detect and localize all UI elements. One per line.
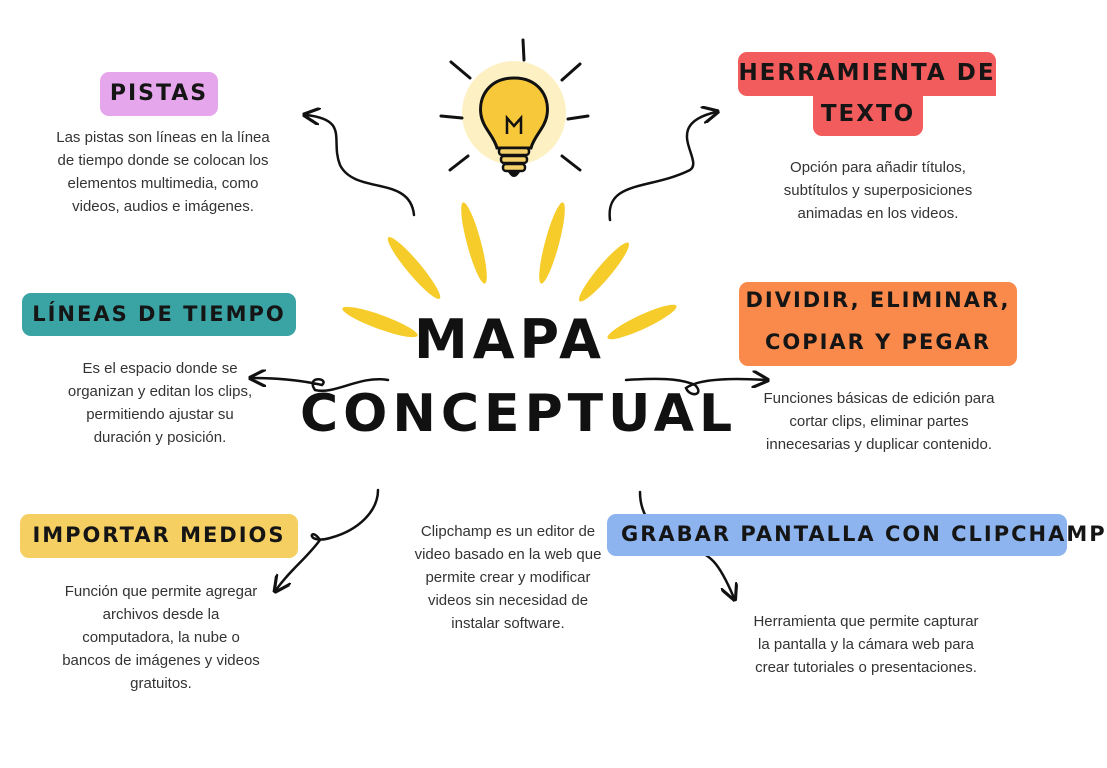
node-pistas-label: PISTAS bbox=[100, 72, 218, 116]
node-herramienta-texto-description: Opción para añadir títulos, subtítulos y superposiciones animadas en los videos. bbox=[783, 159, 973, 222]
lightbulb-icon bbox=[441, 40, 588, 177]
node-importar-description: Función que permite agregar archivos desde la computadora, la nube o bancos de imágenes y videos gratuitos. bbox=[62, 583, 260, 692]
node-herramienta-texto-label-1: HERRAMIENTA DE bbox=[738, 52, 996, 96]
node-pistas-description: Las pistas son líneas en la línea de tiempo donde se colocan los elementos multimedia, como videos, audios e imágenes. bbox=[56, 129, 270, 215]
node-dividir-description: Funciones básicas de edición para cortar clips, eliminar partes innecesarias y duplicar contenido. bbox=[763, 390, 995, 453]
node-grabar-label-container bbox=[607, 514, 1107, 556]
arrow-to-pistas bbox=[306, 115, 414, 215]
node-herramienta-texto-label-2: TEXTO bbox=[813, 94, 923, 136]
node-importar-label: IMPORTAR MEDIOS bbox=[20, 514, 298, 558]
node-dividir-label-2: COPIAR Y PEGAR bbox=[739, 320, 1017, 366]
center-description: Clipchamp es un editor de video basado en la web que permite crear y modificar videos sin necesidad de instalar software. bbox=[414, 523, 602, 632]
node-lineas-tiempo-description: Es el espacio donde se organizan y editan los clips, permitiendo ajustar su duración y posición. bbox=[67, 360, 253, 446]
node-dividir-label-1: DIVIDIR, ELIMINAR, bbox=[739, 282, 1017, 320]
node-grabar-description: Herramienta que permite capturar la pantalla y la cámara web para crear tutoriales o presentaciones. bbox=[753, 613, 979, 676]
title-line-1: MAPA bbox=[414, 308, 606, 371]
node-lineas-tiempo-label: LÍNEAS DE TIEMPO bbox=[22, 293, 296, 336]
node-grabar-label: GRABAR PANTALLA CON CLIPCHAMP bbox=[607, 514, 1067, 556]
title-line-2: CONCEPTUAL bbox=[300, 384, 738, 444]
arrow-to-herramienta-texto bbox=[610, 112, 716, 220]
